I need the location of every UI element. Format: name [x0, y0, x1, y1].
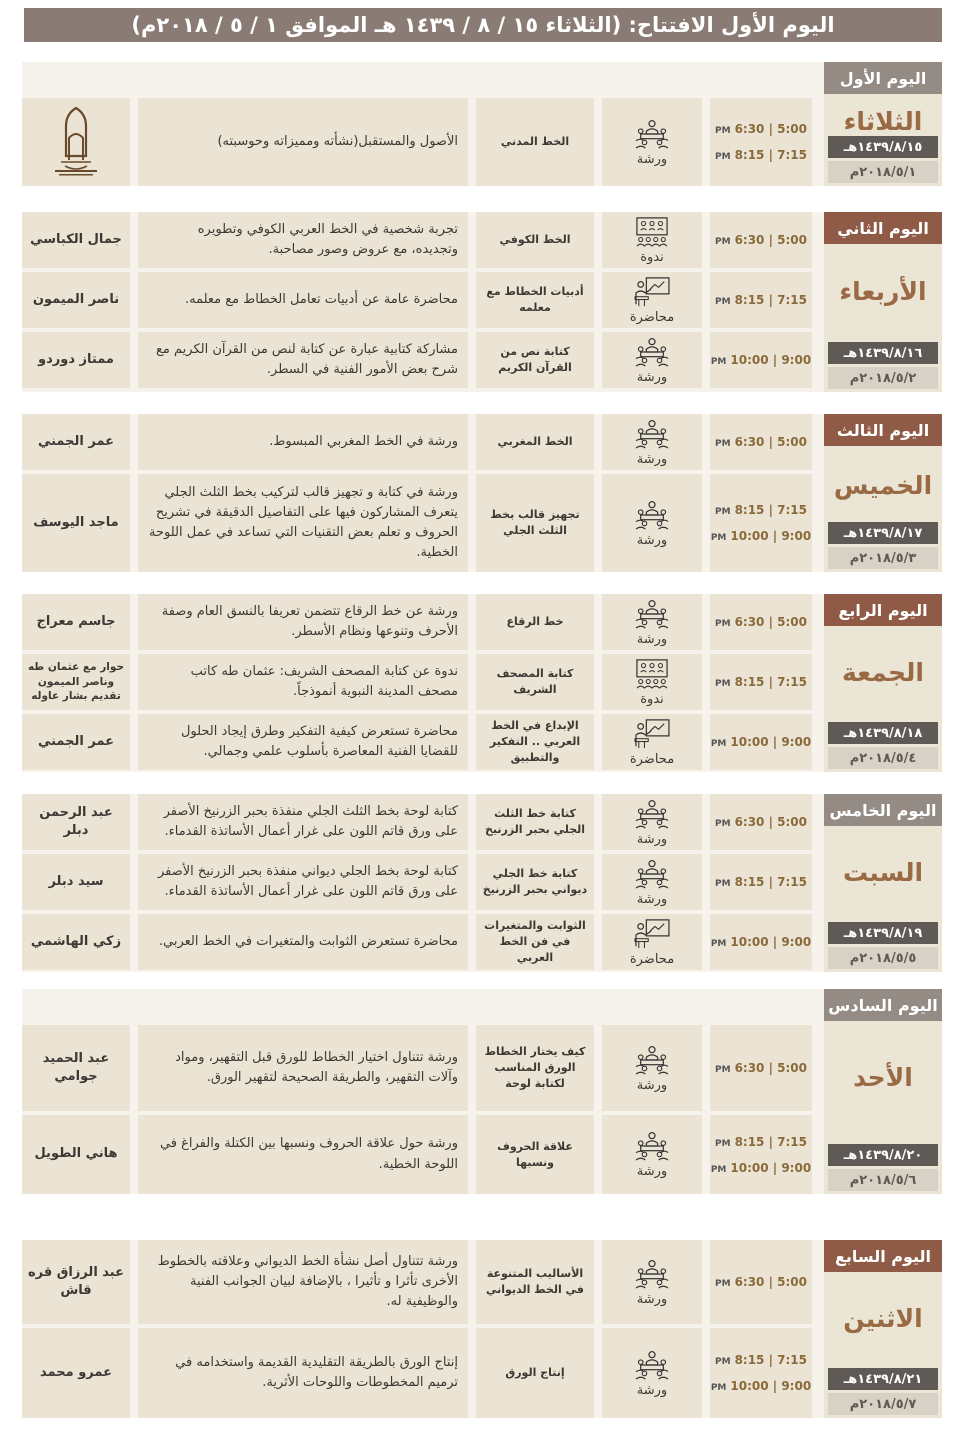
event-type	[602, 272, 702, 328]
darah-logo	[41, 104, 111, 180]
event-type-label: ورشة	[636, 532, 668, 548]
lecture-icon	[632, 718, 672, 750]
hijri-date: ١٤٣٩/٨/٢١هـ	[828, 1368, 938, 1390]
event-type	[602, 854, 702, 910]
pm-label: PM	[710, 1164, 727, 1175]
event-type-label: ندوة	[640, 691, 664, 707]
time-slot	[711, 353, 811, 367]
gregorian-date: ٢٠١٨/٥/٣م	[828, 547, 938, 569]
event-title: كتابة المصحف الشريف	[476, 654, 594, 710]
time-value: 6:30 | 5:00	[734, 615, 807, 629]
day-label: اليوم الأول	[824, 62, 942, 94]
time-value: 6:30 | 5:00	[734, 815, 807, 829]
time-value: 6:30 | 5:00	[734, 435, 807, 449]
workshop-icon	[632, 858, 672, 890]
event-time	[710, 594, 812, 650]
weekday-name: الاثنين	[843, 1304, 923, 1333]
event-time	[710, 1328, 812, 1418]
pm-label: PM	[715, 152, 731, 162]
event-title: تجهيز قالب بخط الثلث الجلي	[476, 474, 594, 572]
day-label: اليوم الثاني	[824, 212, 942, 244]
event-type-label: ورشة	[636, 451, 668, 467]
event-type	[602, 212, 702, 268]
time-slot	[715, 675, 807, 689]
pm-label: PM	[715, 879, 731, 889]
event-time	[710, 1115, 812, 1194]
day-label: اليوم السابع	[824, 1240, 942, 1272]
event-time	[710, 1240, 812, 1324]
workshop-icon	[632, 499, 672, 531]
event-type-label: ورشة	[636, 369, 668, 385]
day-block	[22, 794, 942, 972]
time-value: 6:30 | 5:00	[734, 1275, 807, 1289]
pm-label: PM	[715, 1138, 731, 1149]
event-description: كتابة لوحة بخط الجلي ديواني منفذة بحبر الزرنيخ الأصفر على ورق قاتم اللون على غرار أعمال الأساتذة القدماء.	[138, 854, 468, 910]
pm-label: PM	[715, 126, 731, 136]
event-row	[22, 854, 812, 910]
event-row	[22, 332, 812, 388]
workshop-icon	[632, 118, 672, 150]
pm-label: PM	[710, 939, 727, 949]
event-row	[22, 914, 812, 970]
event-description: ورشة تتناول اختيار الخطاط للورق قبل التقهير، ومواد وآلات التقهير، والطريقة الصحيحة لتقهير الورق.	[138, 1025, 468, 1111]
event-type-label: ورشة	[636, 1291, 668, 1307]
time-value: 10:00 | 9:00	[730, 1379, 812, 1393]
event-row	[22, 474, 812, 572]
gregorian-date: ٢٠١٨/٥/١م	[828, 161, 938, 183]
event-type-label: محاضرة	[629, 951, 675, 967]
time-value: 8:15 | 7:15	[734, 503, 807, 517]
pm-label: PM	[715, 297, 731, 307]
event-presenter: عبد الرحمن دبلر	[22, 794, 130, 850]
event-time	[710, 98, 812, 186]
event-row	[22, 1328, 812, 1418]
weekday-name: الخميس	[833, 471, 933, 500]
event-presenter: جاسم معراج	[22, 594, 130, 650]
event-time	[710, 794, 812, 850]
event-presenter: عمر الجمني	[22, 414, 130, 470]
event-description: محاضرة تستعرض كيفية التفكير وطرق إيجاد الحلول للقضايا الفنية المعاصرة بأسلوب علمي وجمالي.	[138, 714, 468, 770]
event-type	[602, 1025, 702, 1111]
event-title: الإبداع في الخط العربي .. التفكير والتطبيق	[476, 714, 594, 770]
event-type-label: ورشة	[636, 1382, 668, 1398]
event-time	[710, 272, 812, 328]
event-description: ورشة في الخط المغربي المبسوط.	[138, 414, 468, 470]
event-title: الخط الكوفي	[476, 212, 594, 268]
weekday-name: الأربعاء	[839, 277, 927, 306]
event-type-label: محاضرة	[629, 309, 675, 325]
time-value: 8:15 | 7:15	[734, 1134, 807, 1149]
time-value: 8:15 | 7:15	[734, 675, 807, 689]
day-block	[22, 212, 942, 392]
event-time	[710, 914, 812, 970]
event-title: إنتاج الورق	[476, 1328, 594, 1418]
time-value: 6:30 | 5:00	[734, 122, 807, 136]
time-value: 8:15 | 7:15	[734, 293, 807, 307]
weekday-name: الأحد	[853, 1063, 913, 1092]
event-time	[710, 212, 812, 268]
time-slot	[715, 1135, 807, 1149]
event-title: كتابة خط الجلي ديواني بحبر الزرنيخ	[476, 854, 594, 910]
event-title: علاقة الحروف ونسبها	[476, 1115, 594, 1194]
event-description: كتابة لوحة بخط الثلث الجلي منفذة بحبر الزرنيخ الأصفر على ورق قاتم اللون على غرار أعمال الأساتذة القدماء.	[138, 794, 468, 850]
hijri-date: ١٤٣٩/٨/١٧هـ	[828, 522, 938, 544]
event-description: محاضرة تستعرض الثوابت والمتغيرات في الخط العربي.	[138, 914, 468, 970]
time-value: 10:00 | 9:00	[730, 935, 812, 949]
event-row	[22, 272, 812, 328]
gregorian-date: ٢٠١٨/٥/٥م	[828, 947, 938, 969]
pm-label: PM	[715, 507, 731, 517]
day-label: اليوم الخامس	[824, 794, 942, 826]
day-block	[22, 1240, 942, 1418]
event-title: الخط المدني	[476, 98, 594, 186]
event-time	[710, 414, 812, 470]
event-title: كتابة خط الثلث الجلي بحبر الزرنيخ	[476, 794, 594, 850]
time-slot	[715, 1353, 807, 1367]
workshop-icon	[632, 1258, 672, 1290]
time-slot	[715, 148, 807, 162]
time-value: 8:15 | 7:15	[734, 875, 807, 889]
time-slot	[711, 529, 811, 543]
event-type-label: ورشة	[636, 151, 668, 167]
pm-label: PM	[710, 357, 727, 367]
time-slot	[715, 1275, 807, 1289]
event-row	[22, 654, 812, 710]
event-type	[602, 98, 702, 186]
event-type	[602, 914, 702, 970]
time-slot	[715, 122, 807, 136]
time-value: 8:15 | 7:15	[734, 1353, 807, 1367]
workshop-icon	[632, 418, 672, 450]
time-value: 10:00 | 9:00	[730, 529, 812, 543]
event-presenter: عبد الحميد جوامي	[22, 1025, 130, 1111]
event-description: ورشة عن خط الرقاع تتضمن تعريفا بالنسق العام وصفة الأحرف وتنوعها ونظام الأسطر.	[138, 594, 468, 650]
event-description: ورشة تتناول أصل نشأة الخط الديواني وعلاقته بالخطوط الأخرى تأثرا و تأثيرا ، بالإضافة لبيان الجوانب الفنية والوظيفية له.	[138, 1240, 468, 1324]
time-slot	[711, 935, 811, 949]
time-slot	[715, 815, 807, 829]
time-value: 6:30 | 5:00	[734, 233, 807, 247]
event-type	[602, 714, 702, 770]
pm-label: PM	[715, 1065, 731, 1075]
event-description: ورشة في كتابة و تجهيز قالب لتركيب بخط الثلث الجلي يتعرف المشاركون فيها على التفاصيل الدقيقة في تشريح الحروف و تعلم بعض التقنيات التي تساعد في عمل اللوحة الخطية.	[138, 474, 468, 572]
event-presenter: عبد الرزاق قره قاش	[22, 1240, 130, 1324]
event-type	[602, 1328, 702, 1418]
pm-label: PM	[715, 439, 731, 449]
event-type-label: ورشة	[636, 831, 668, 847]
event-row	[22, 794, 812, 850]
day-label: اليوم الرابع	[824, 594, 942, 626]
time-slot	[715, 1061, 807, 1075]
pm-label: PM	[715, 819, 731, 829]
hijri-date: ١٤٣٩/٨/١٨هـ	[828, 722, 938, 744]
time-slot	[715, 435, 807, 449]
time-value: 10:00 | 9:00	[730, 1160, 812, 1175]
event-type-label: محاضرة	[629, 751, 675, 767]
time-value: 10:00 | 9:00	[730, 353, 812, 367]
lecture-icon	[632, 918, 672, 950]
event-description: إنتاج الورق بالطريقة التقليدية القديمة واستخدامه في ترميم المخطوطات واللوحات الأثرية.	[138, 1328, 468, 1418]
workshop-icon	[632, 1349, 672, 1381]
event-row	[22, 414, 812, 470]
event-presenter: هاني الطويل	[22, 1115, 130, 1194]
pm-label: PM	[715, 1357, 731, 1367]
workshop-icon	[632, 598, 672, 630]
pm-label: PM	[715, 619, 731, 629]
event-type-label: ورشة	[636, 891, 668, 907]
seminar-icon	[632, 216, 672, 248]
weekday-name: الثلاثاء	[843, 107, 923, 136]
event-type	[602, 654, 702, 710]
day-block	[22, 989, 942, 1194]
hijri-date: ١٤٣٩/٨/٢٠هـ	[828, 1144, 938, 1166]
time-value: 10:00 | 9:00	[730, 735, 812, 749]
workshop-icon	[632, 1044, 672, 1076]
event-presenter: سيد دبلر	[22, 854, 130, 910]
time-slot	[715, 875, 807, 889]
event-title: الأساليب المتنوعة في الخط الديواني	[476, 1240, 594, 1324]
pm-label: PM	[710, 533, 727, 543]
event-row	[22, 212, 812, 268]
gregorian-date: ٢٠١٨/٥/٢م	[828, 367, 938, 389]
time-slot	[711, 1161, 811, 1175]
event-description: الأصول والمستقبل(نشأته ومميزاته وحوسبته)	[138, 98, 468, 186]
pm-label: PM	[715, 237, 731, 247]
event-title: الخط المغربي	[476, 414, 594, 470]
time-slot	[715, 233, 807, 247]
time-slot	[715, 615, 807, 629]
event-type	[602, 1115, 702, 1194]
lecture-icon	[632, 276, 672, 308]
event-presenter: جمال الكباسي	[22, 212, 130, 268]
event-presenter: عمرو محمد	[22, 1328, 130, 1418]
event-row	[22, 594, 812, 650]
weekday-name: السبت	[842, 858, 924, 887]
event-type	[602, 594, 702, 650]
event-type-label: ندوة	[640, 249, 664, 265]
workshop-icon	[632, 1130, 672, 1162]
workshop-icon	[632, 798, 672, 830]
event-type-label: ورشة	[636, 1164, 668, 1179]
time-value: 6:30 | 5:00	[734, 1061, 807, 1075]
event-type	[602, 794, 702, 850]
weekday-name: الجمعة	[841, 658, 924, 687]
day-block	[22, 594, 942, 772]
event-title: خط الرقاع	[476, 594, 594, 650]
workshop-icon	[632, 336, 672, 368]
event-presenter: ماجد اليوسف	[22, 474, 130, 572]
event-presenter: زكي الهاشمي	[22, 914, 130, 970]
gregorian-date: ٢٠١٨/٥/٤م	[828, 747, 938, 769]
event-row	[22, 1025, 812, 1111]
hijri-date: ١٤٣٩/٨/١٦هـ	[828, 342, 938, 364]
time-slot	[711, 1379, 811, 1393]
hijri-date: ١٤٣٩/٨/١٥هـ	[828, 136, 938, 158]
event-time	[710, 714, 812, 770]
pm-label: PM	[710, 1383, 727, 1393]
event-row	[22, 98, 812, 186]
event-title: الثوابت والمتغيرات في فن الخط العربي	[476, 914, 594, 970]
pm-label: PM	[715, 1279, 731, 1289]
event-description: مشاركة كتابية عبارة عن كتابة لنص من القرآن الكريم مع شرح بعض الأمور الفنية في السطر.	[138, 332, 468, 388]
event-type	[602, 414, 702, 470]
event-time	[710, 474, 812, 572]
event-description: ندوة عن كتابة المصحف الشريف: عثمان طه كاتب مصحف المدينة النبوية أنموذجاً.	[138, 654, 468, 710]
event-type	[602, 474, 702, 572]
event-description: ورشة حول علاقة الحروف ونسبها بين الكتلة والفراغ في اللوحة الخطية.	[138, 1115, 468, 1194]
event-description: تجربة شخصية في الخط العربي الكوفي وتطويره وتجديده، مع عروض وصور مصاحبة.	[138, 212, 468, 268]
event-title: كتابة نص من القرآن الكريم	[476, 332, 594, 388]
event-type-label: ورشة	[636, 631, 668, 647]
event-presenter: حوار مع عثمان طه وناصر الميمون تقديم بشار عاوله	[22, 654, 130, 710]
event-presenter	[22, 98, 130, 186]
event-title: كيف يختار الخطاط الورق المناسب لكتابة لوحة	[476, 1025, 594, 1111]
event-row	[22, 1240, 812, 1324]
event-title: أدبيات الخطاط مع معلمه	[476, 272, 594, 328]
day-label: اليوم السادس	[824, 989, 942, 1021]
day-block	[22, 414, 942, 572]
event-presenter: ناصر الميمون	[22, 272, 130, 328]
event-type	[602, 1240, 702, 1324]
time-slot	[715, 293, 807, 307]
event-description: محاضرة عامة عن أدبيات تعامل الخطاط مع معلمه.	[138, 272, 468, 328]
day-label: اليوم الثالث	[824, 414, 942, 446]
event-row	[22, 1115, 812, 1194]
event-time	[710, 1025, 812, 1111]
gregorian-date: ٢٠١٨/٥/٦م	[828, 1169, 938, 1191]
page-banner: اليوم الأول الافتتاح: (الثلاثاء ١٥ / ٨ / ١٤٣٩ هـ الموافق ١ / ٥ / ٢٠١٨م)	[24, 8, 942, 42]
gregorian-date: ٢٠١٨/٥/٧م	[828, 1393, 938, 1415]
event-presenter: ممتاز دوردو	[22, 332, 130, 388]
event-presenter: عمر الجمني	[22, 714, 130, 770]
event-row	[22, 714, 812, 770]
time-slot	[715, 503, 807, 517]
time-value: 8:15 | 7:15	[734, 148, 807, 162]
time-slot	[711, 735, 811, 749]
event-time	[710, 332, 812, 388]
pm-label: PM	[710, 739, 727, 749]
event-type-label: ورشة	[636, 1077, 668, 1093]
seminar-icon	[632, 658, 672, 690]
hijri-date: ١٤٣٩/٨/١٩هـ	[828, 922, 938, 944]
event-type	[602, 332, 702, 388]
event-time	[710, 854, 812, 910]
event-time	[710, 654, 812, 710]
pm-label: PM	[715, 679, 731, 689]
day-block	[22, 62, 942, 186]
